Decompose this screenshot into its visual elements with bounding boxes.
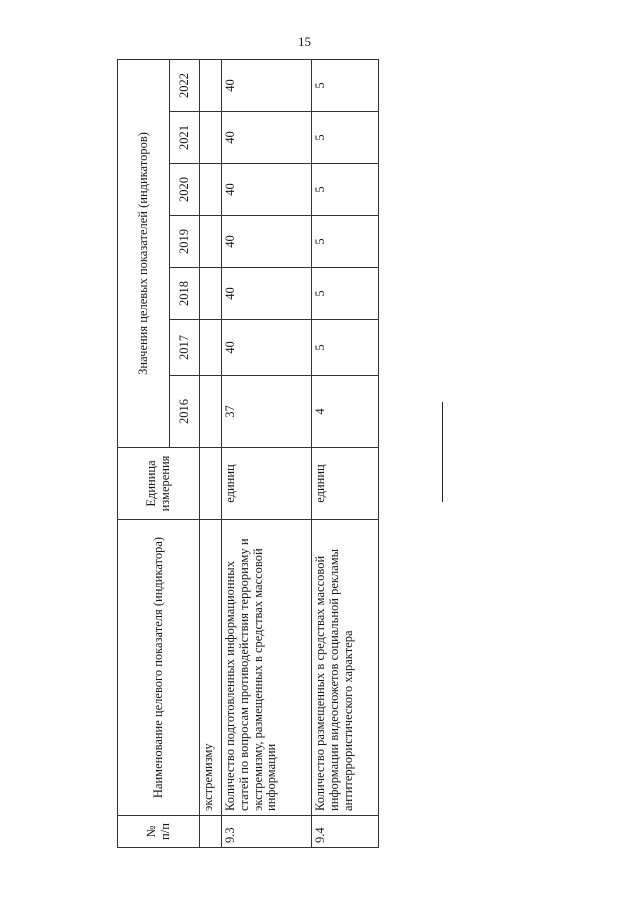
separator-line: [442, 402, 443, 502]
row-value: 4: [312, 376, 379, 448]
row-value: 40: [222, 59, 312, 111]
header-num: № п/п: [118, 816, 200, 848]
row-unit: единиц: [222, 448, 312, 520]
row-unit: [200, 448, 222, 520]
table-row: [222, 59, 312, 847]
row-value: 37: [222, 376, 312, 448]
year-header: 2022: [170, 59, 200, 111]
row-value: [200, 164, 222, 216]
row-value: 5: [312, 216, 379, 268]
table-row: [200, 59, 222, 847]
row-value: 40: [222, 268, 312, 320]
year-header: 2016: [170, 376, 200, 448]
row-num: [200, 816, 222, 848]
row-value: 5: [312, 164, 379, 216]
page-number: 15: [298, 34, 311, 49]
indicators-table: [117, 59, 379, 848]
row-value: 5: [312, 320, 379, 376]
year-header: 2017: [170, 320, 200, 376]
row-value: [200, 268, 222, 320]
header-name: Наименование целевого показателя (индикатора): [118, 520, 200, 816]
row-num: 9.3: [222, 816, 312, 848]
year-header: 2019: [170, 216, 200, 268]
row-value: 5: [312, 59, 379, 111]
row-value: [200, 320, 222, 376]
row-value: 40: [222, 112, 312, 164]
row-value: 5: [312, 112, 379, 164]
row-name: экстремизму: [200, 520, 222, 816]
row-name: Количество подготовленных информационных статей по вопросам противодействия терроризму и экстремизму, размещенных в средствах массовой информации: [222, 520, 312, 816]
rotated-table-container: [117, 60, 378, 848]
header-row: [118, 59, 170, 847]
header-values-group: Значения целевых показателей (индикаторов): [118, 59, 170, 447]
row-value: 40: [222, 320, 312, 376]
row-value: [200, 216, 222, 268]
row-value: 5: [312, 268, 379, 320]
table-row: [312, 59, 379, 847]
row-value: 40: [222, 216, 312, 268]
year-header: 2020: [170, 164, 200, 216]
year-header: 2021: [170, 112, 200, 164]
year-header: 2018: [170, 268, 200, 320]
row-name: Количество размещенных в средствах массовой информации видеосюжетов социальной рекламы антитеррористического характера: [312, 520, 379, 816]
row-unit: единиц: [312, 448, 379, 520]
row-value: 40: [222, 164, 312, 216]
header-unit: Единица измерения: [118, 448, 200, 520]
row-value: [200, 376, 222, 448]
row-value: [200, 59, 222, 111]
row-num: 9.4: [312, 816, 379, 848]
row-value: [200, 112, 222, 164]
